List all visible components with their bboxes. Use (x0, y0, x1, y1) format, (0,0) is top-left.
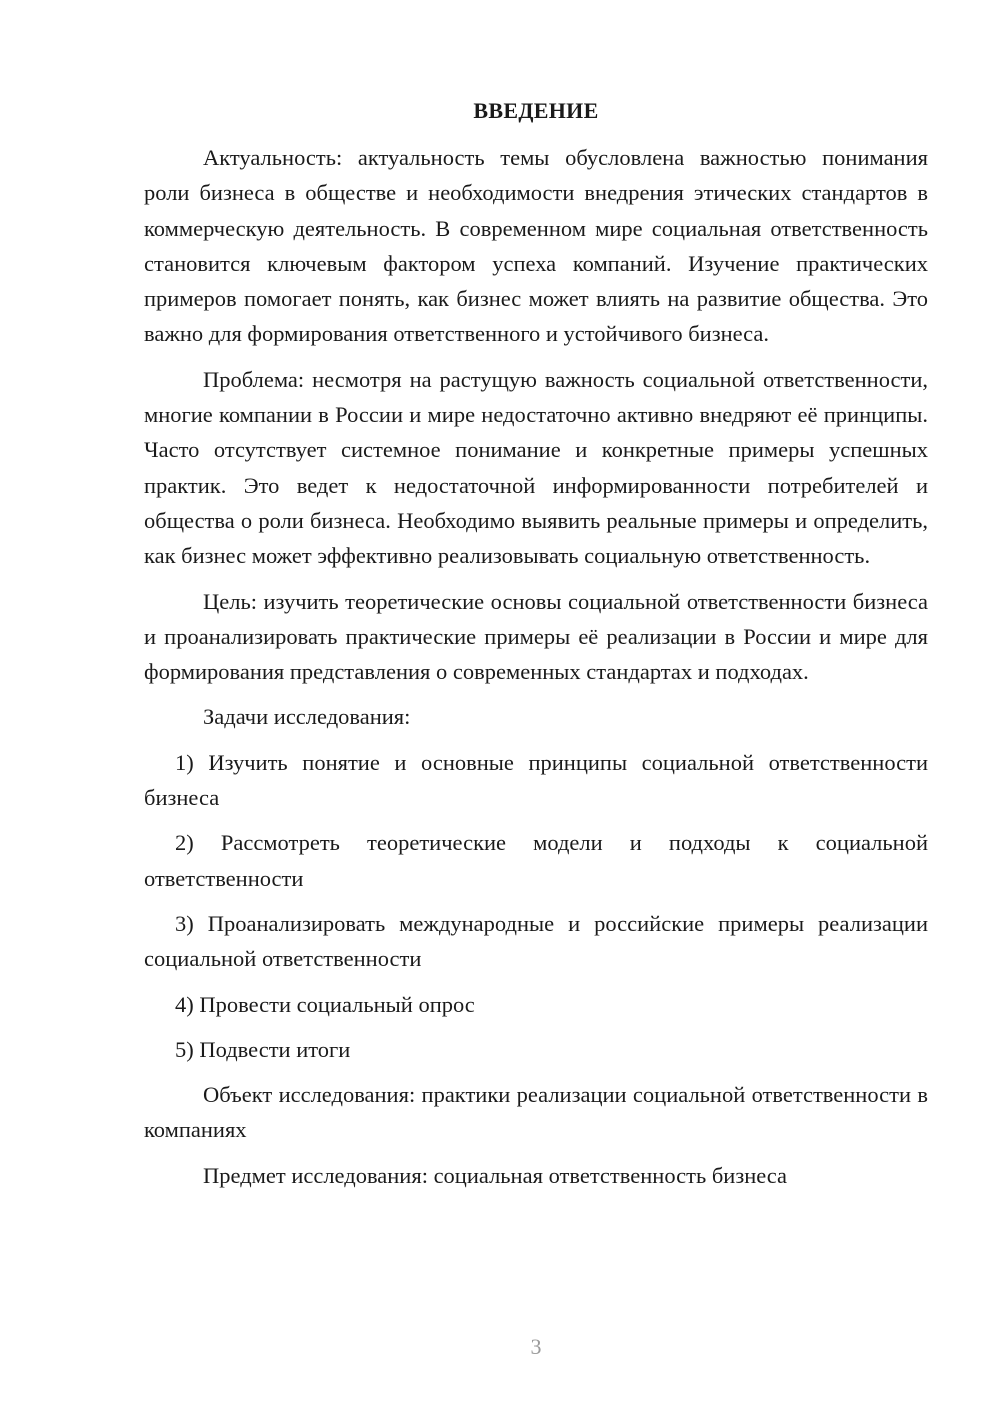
paragraph-research-subject: Предмет исследования: социальная ответственность бизнеса (203, 1162, 788, 1188)
page-number: 3 (530, 1334, 542, 1359)
task-item-2: 2) Рассмотреть теоретические модели и подходы к социальной ответственности (144, 830, 928, 891)
task-item-5: 5) Подвести итоги (175, 1036, 351, 1062)
paragraph-relevance: Актуальность: актуальность темы обусловлена важностью понимания роли бизнеса в обществе и необходимости внедрения этических стандартов в коммерческую деятельность. В современном мире социальная ответственность становится ключевым фактором успеха компаний. Изучение практических примеров помогает понять, как бизнес может влиять на развитие общества. Это важно для формирования ответственного и устойчивого бизнеса. (144, 145, 928, 347)
task-item-1: 1) Изучить понятие и основные принципы социальной ответственности бизнеса (144, 749, 928, 811)
paragraph-research-object: Объект исследования: практики реализации социальной ответственности в компаниях (144, 1082, 928, 1143)
section-title: ВВЕДЕНИЕ (473, 98, 599, 123)
paragraph-problem: Проблема: несмотря на растущую важность социальной ответственности, многие компании в России и мире недостаточно активно внедряют её принципы. Часто отсутствует системное понимание и конкретные примеры успешных практик. Это ведет к недостаточной информированности потребителей и общества о роли бизнеса. Необходимо выявить реальные примеры и определить, как бизнес может эффективно реализовывать социальную ответственность. (144, 366, 928, 569)
paragraph-tasks-heading: Задачи исследования: (203, 704, 411, 730)
task-item-4: 4) Провести социальный опрос (175, 991, 475, 1017)
document-body (144, 96, 928, 1203)
paragraph-goal: Цель: изучить теоретические основы социальной ответственности бизнеса и проанализировать практические примеры её реализации в России и мире для формирования представления о современных стандартах и подходах. (144, 588, 928, 685)
task-item-3: 3) Проанализировать международные и российские примеры реализации социальной ответственности (144, 910, 928, 972)
